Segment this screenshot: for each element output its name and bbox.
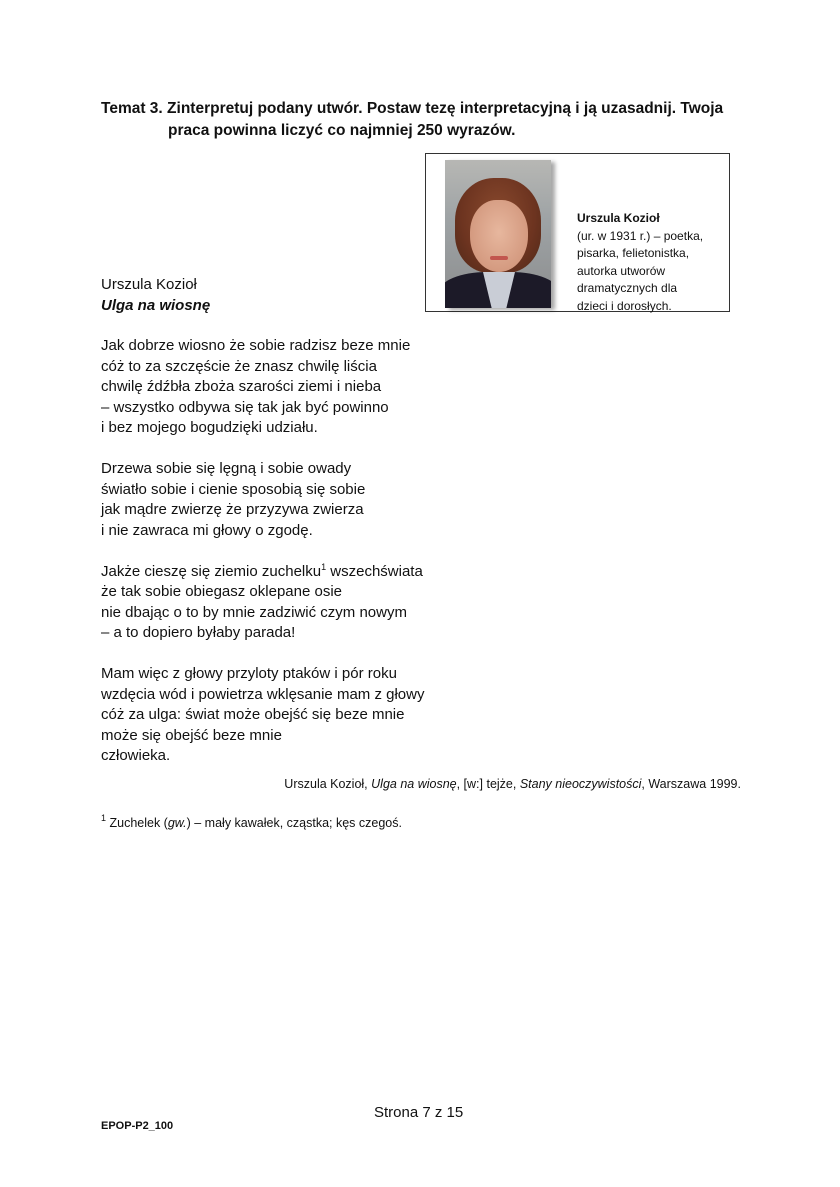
- source-citation: [284, 777, 741, 791]
- page-number: Strona 7 z 15: [374, 1104, 464, 1121]
- footnote-ref: 1: [321, 561, 327, 572]
- verse-line: – a to dopiero byłaby parada!: [101, 624, 296, 641]
- stanza-3: [101, 562, 424, 644]
- bio-name: Urszula Kozioł: [577, 211, 660, 225]
- task-line-1: Temat 3. Zinterpretuj podany utwór. Postaw tezę interpretacyjną i ją uzasadnij. Twoja: [101, 100, 724, 117]
- verse-line: chwilę źdźbła zboża szarości ziemi i nieba: [101, 378, 382, 395]
- bio-line: pisarka, felietonistka,: [577, 246, 690, 260]
- verse-line: że tak sobie obiegasz oklepane osie: [101, 583, 342, 600]
- task-instruction: [101, 98, 751, 142]
- verse-line: jak mądre zwierzę że przyzywa zwierza: [101, 501, 364, 518]
- footnote-mark: 1: [101, 813, 107, 823]
- verse-line: – wszystko odbywa się tak jak być powinno: [101, 398, 389, 416]
- bio-line: dramatycznych dla: [577, 281, 678, 295]
- footnote: [101, 813, 402, 830]
- author-bio: [577, 210, 727, 315]
- footnote-definition: ) – mały kawałek, cząstka; kęs czegoś.: [186, 816, 402, 830]
- verse-line: może się obejść beze mnie: [101, 726, 282, 744]
- footnote-term: Zuchelek (: [106, 816, 168, 830]
- author-photo: [445, 160, 551, 308]
- stanza-4: [101, 664, 424, 767]
- footnote-abbr: gw.: [167, 816, 187, 830]
- verse-line: i bez mojego bogudzięki udziału.: [101, 419, 318, 436]
- verse-line: Mam więc z głowy przyloty ptaków i pór roku: [101, 665, 397, 682]
- source-author: Urszula Kozioł,: [284, 777, 372, 791]
- verse-line: Drzewa sobie się lęgną i sobie owady: [101, 460, 352, 477]
- stanza-2: [101, 459, 424, 541]
- source-book: Stany nieoczywistości: [519, 777, 642, 791]
- verse-line: światło sobie i cienie sposobią się sobie: [101, 480, 366, 498]
- bio-line: (ur. w 1931 r.) – poetka,: [577, 228, 704, 243]
- verse-line: wzdęcia wód i powietrza wklęsanie mam z głowy: [101, 685, 425, 703]
- source-title: Ulga na wiosnę: [371, 777, 457, 791]
- verse-line: cóż za ulga: świat może obejść się beze mnie: [101, 706, 405, 723]
- poem-title: Ulga na wiosnę: [101, 297, 211, 314]
- verse-line: i nie zawraca mi głowy o zgodę.: [101, 521, 313, 539]
- poem-author: Urszula Kozioł: [101, 276, 197, 293]
- stanza-1: [101, 336, 424, 439]
- verse-line: [101, 562, 424, 583]
- verse-line: Jak dobrze wiosno że sobie radzisz beze mnie: [101, 337, 411, 354]
- task-line-2: praca powinna liczyć co najmniej 250 wyrazów.: [168, 122, 516, 139]
- exam-code: EPOP-P2_100: [101, 1120, 174, 1132]
- poem-body: [101, 336, 424, 787]
- source-end: , Warszawa 1999.: [641, 777, 741, 791]
- bio-line: dzieci i dorosłych.: [577, 298, 672, 313]
- author-bio-box: [425, 153, 730, 312]
- verse-line: człowieka.: [101, 747, 171, 764]
- verse-line: cóż to za szczęście że znasz chwilę liścia: [101, 357, 377, 375]
- verse-line: nie dbając o to by mnie zadziwić czym nowym: [101, 603, 407, 621]
- verse-text: Jakże cieszę się ziemio zuchelku: [101, 562, 322, 580]
- source-mid: , [w:] tejże,: [456, 777, 520, 791]
- verse-text: wszechświata: [326, 562, 423, 580]
- bio-line: autorka utworów: [577, 263, 666, 278]
